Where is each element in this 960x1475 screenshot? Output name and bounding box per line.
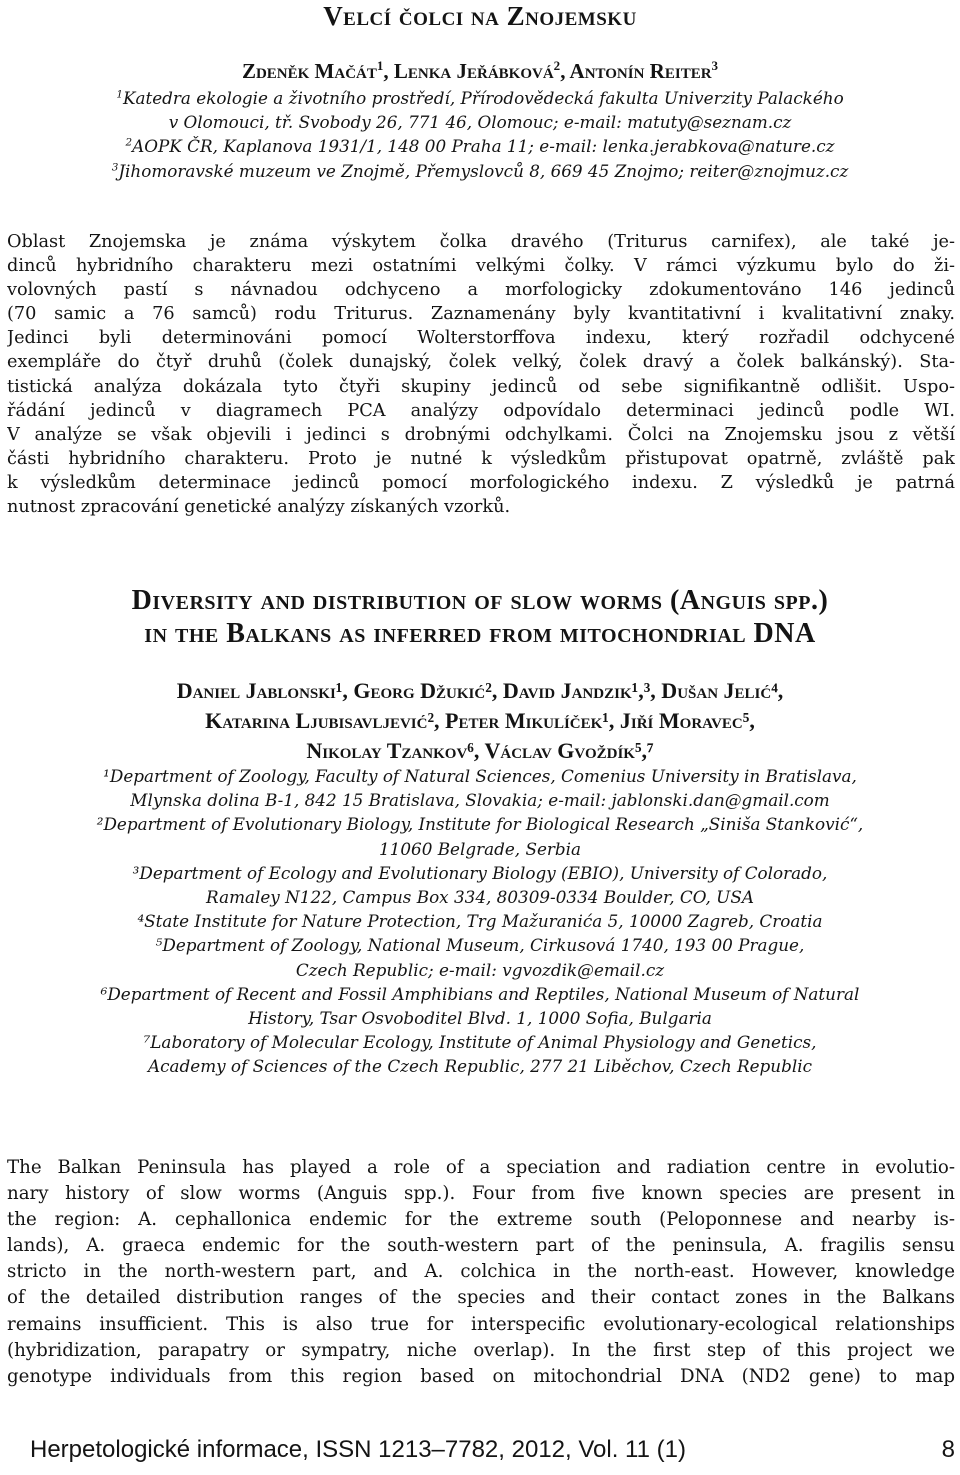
affiliation-line: $^3$Jihomoravské muzeum ve Znojmě, Přemyslovců 8, 669 45 Znojmo; reiter@znojmuz.cz [111, 160, 849, 181]
abstract-line: tistická analýza dokázala tyto čtyři skupiny jedinců od sebe signifikantně odlišit. Uspo- [7, 376, 955, 397]
affiliation-line: Academy of Sciences of the Czech Republic, 277 21 Liběchov, Czech Republic [148, 1056, 812, 1077]
abstract-line: V analýze se však objevili i jedinci s drobnými odchylkami. Čolci na Znojemsku jsou z větší [7, 424, 955, 445]
article2-affiliations [0, 764, 960, 1079]
abstract-line: Oblast Znojemska je známa výskytem čolka dravého (Triturus carnifex), ale také je- [7, 232, 955, 252]
abstract-line: lands), A. graeca endemic for the south-western part of the peninsula, A. fragilis sensu [7, 1235, 955, 1257]
affiliation-sup: 3 [111, 161, 119, 174]
affiliation-sup: 2 [125, 136, 133, 149]
page-footer [30, 1433, 955, 1469]
affiliation-line: ⁶Department of Recent and Fossil Amphibians and Reptiles, National Museum of Natural [100, 983, 860, 1004]
article2-abstract [7, 1155, 955, 1390]
affiliation-line: 11060 Belgrade, Serbia [378, 838, 582, 859]
affiliation-line: ⁵Department of Zoology, National Museum, Cirkusová 1740, 193 00 Prague, [155, 935, 805, 956]
article2-title-line2: in the Balkans as inferred from mitochondrial DNA [144, 618, 816, 649]
article2-authors [0, 676, 960, 766]
affiliation-line: ²Department of Evolutionary Biology, Institute for Biological Research „Siniša Stanković“, [96, 814, 864, 835]
affiliation-line: Czech Republic; e-mail: vgvozdik@email.cz [295, 959, 665, 980]
abstract-line: volovných pastí s návnadou odchyceno a morfologicky zdokumentováno 146 jedinců [7, 280, 955, 301]
author-line: Daniel Jablonski¹, Georg Džukić², David Jandzik¹,³, Dušan Jelić⁴, [176, 678, 784, 703]
article1-abstract [7, 230, 955, 519]
affiliation-line: ¹Department of Zoology, Faculty of Natural Sciences, Comenius University in Bratislava, [103, 766, 857, 786]
page-number: 8 [941, 1436, 955, 1463]
journal-citation: Herpetologické informace, ISSN 1213–7782, 2012, Vol. 11 (1) [30, 1436, 686, 1463]
abstract-line: of the detailed distribution ranges of the species and their contact zones in the Balkans [7, 1287, 955, 1309]
abstract-line: Jedinci byli determinováni pomocí Wolterstorffova indexu, který rozřadil odchycené [7, 328, 955, 349]
author-name: Lenka Jeřábková [393, 59, 554, 83]
abstract-line: remains insufficient. This is also true for interspecific evolutionary-ecological relationships [7, 1313, 955, 1335]
article1-title: Velcí čolci na Znojemsku [323, 1, 637, 31]
abstract-line: stricto in the north-western part, and A. colchica in the north-east. However, knowledge [7, 1261, 955, 1283]
abstract-line: (hybridization, parapatry or sympatry, niche overlap). In the first step of this project we [7, 1339, 955, 1361]
affiliation-line: History, Tsar Osvoboditel Blvd. 1, 1000 Sofia, Bulgaria [248, 1008, 712, 1029]
article1-affiliations [0, 86, 960, 183]
abstract-line: řádání jedinců v diagramech PCA analýzy odpovídalo determinaci jedinců podle WI. [7, 400, 955, 421]
author-line: Katarina Ljubisavljević², Peter Mikulíček¹, Jiří Moravec⁵, [205, 708, 755, 733]
affiliation-line: $^1$Katedra ekologie a životního prostředí, Přírodovědecká fakulta Univerzity Palackého [116, 88, 844, 108]
affiliation-line: Mlynska dolina B-1, 842 15 Bratislava, Slovakia; e-mail: jablonski.dan@gmail.com [130, 790, 830, 811]
abstract-line: genotype individuals from this region based on mitochondrial DNA (ND2 gene) to map [7, 1365, 955, 1387]
affiliation-line: ⁴State Institute for Nature Protection, Trg Mažuranića 5, 10000 Zagreb, Croatia [137, 911, 823, 932]
affiliation-line: Ramaley N122, Campus Box 334, 80309-0334 Boulder, CO, USA [206, 887, 754, 908]
abstract-line: nutnost zpracování genetické analýzy získaných vzorků. [7, 497, 511, 518]
abstract-line: (70 samic a 76 samců) rodu Triturus. Zaznamenány byly kvantitativní i kvalitativní znaky. [7, 304, 955, 325]
abstract-line: dinců hybridního charakteru mezi ostatními velkými čolky. V rámci výzkumu bylo do ži- [7, 256, 955, 277]
abstract-line: nary history of slow worms (Anguis spp.). Four from five known species are present in [7, 1183, 955, 1205]
affiliation-line: ⁷Laboratory of Molecular Ecology, Institute of Animal Physiology and Genetics, [143, 1032, 817, 1053]
author-sup: 3 [711, 58, 719, 73]
article2-title-line1: Diversity and distribution of slow worms (Anguis spp.) [131, 585, 829, 616]
author-line: Nikolay Tzankov⁶, Václav Gvoždík⁵,⁷ [306, 738, 654, 763]
affiliation-line: v Olomouci, tř. Svobody 26, 771 46, Olomouc; e-mail: matuty@seznam.cz [168, 112, 792, 133]
affiliation-line: $^2$AOPK ČR, Kaplanova 1931/1, 148 00 Praha 11; e-mail: lenka.jerabkova@nature.cz [125, 136, 835, 157]
abstract-line: k výsledkům determinace jedinců pomocí morfologického indexu. Z výsledků je patrná [7, 472, 955, 493]
abstract-line: části hybridního charakteru. Proto je nutné k výsledkům přistupovat opatrně, zvláště pak [7, 448, 955, 469]
author-name: Zdeněk Mačát [241, 59, 377, 83]
author-sup: 2 [553, 58, 561, 73]
author-name: Antonín Reiter [569, 59, 712, 83]
abstract-line: the region: A. cephallonica endemic for the extreme south (Peloponnese and nearby is- [7, 1209, 955, 1231]
author-sup: 1 [376, 58, 384, 73]
affiliation-line: ³Department of Ecology and Evolutionary Biology (EBIO), University of Colorado, [132, 862, 828, 883]
abstract-line: exempláře do čtyř druhů (čolek dunajský, čolek velký, čolek dravý a čolek balkánský). Sta- [7, 352, 955, 373]
article1-authors: Zdeněk Mačát$^1$, Lenka Jeřábková$^2$, Antonín Reiter$^3$ [241, 58, 719, 83]
affiliation-sup: 1 [116, 88, 123, 101]
abstract-line: The Balkan Peninsula has played a role of a speciation and radiation centre in evolutio- [7, 1157, 955, 1178]
